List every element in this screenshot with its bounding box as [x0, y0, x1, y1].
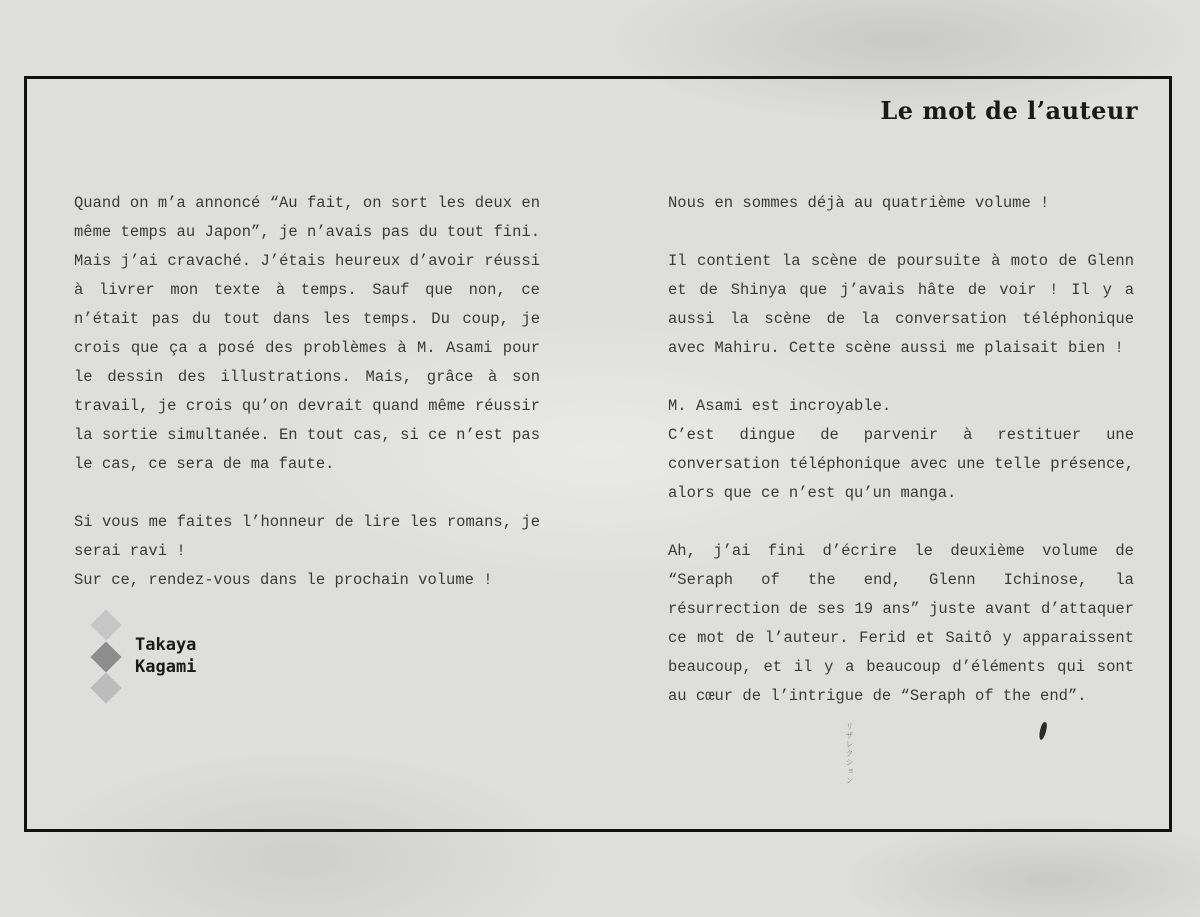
left-column — [74, 189, 540, 624]
page-title: Le mot de l’auteur — [880, 96, 1138, 125]
diamond-icon — [90, 609, 121, 640]
left-paragraph-3: Sur ce, rendez-vous dans le prochain volume ! — [74, 571, 493, 589]
right-paragraph-1: Nous en sommes déjà au quatrième volume ! — [668, 194, 1050, 212]
author-last-name: Kagami — [135, 657, 197, 677]
right-paragraph-5: Ah, j’ai fini d’écrire le deuxième volume de “Seraph of the end, Glenn Ichinose, la résurrection de ses 19 ans” juste avant d’attaquer ce mot de l’auteur. Ferid et Saitô y apparaissent beaucoup, et il y a beaucoup d’éléments qui sont au cœur de l’intrigue de “Seraph of the end”. — [668, 542, 1134, 705]
author-name — [135, 634, 196, 678]
author-first-name: Takaya — [135, 635, 197, 655]
diamond-icon — [90, 672, 121, 703]
author-signature — [92, 610, 252, 710]
right-paragraph-2: Il contient la scène de poursuite à moto de Glenn et de Shinya que j’avais hâte de voir ! Il y a aussi la scène de la conversation téléphonique avec Mahiru. Cette scène aussi me plaisait bien ! — [668, 252, 1134, 357]
vertical-stamp-text: リザレクション — [844, 722, 853, 785]
left-paragraph-2: Si vous me faites l’honneur de lire les romans, je serai ravi ! — [74, 513, 540, 560]
diamond-icon — [90, 641, 121, 672]
left-paragraph-1: Quand on m’a annoncé “Au fait, on sort les deux en même temps au Japon”, je n’avais pas du tout fini. Mais j’ai cravaché. J’étais heureux d’avoir réussi à livrer mon texte à temps. Sauf que non, ce n’était pas du tout dans les temps. Du coup, je crois que ça a posé des problèmes à M. Asami pour le dessin des illustrations. Mais, grâce à son travail, je crois qu’on devrait quand même réussir la sortie simultanée. En tout cas, si ce n’est pas le cas, ce sera de ma faute. — [74, 194, 540, 473]
right-paragraph-3: M. Asami est incroyable. — [668, 397, 892, 415]
right-paragraph-4: C’est dingue de parvenir à restituer une conversation téléphonique avec une telle présence, alors que ce n’est qu’un manga. — [668, 426, 1134, 502]
right-column — [668, 189, 1134, 740]
